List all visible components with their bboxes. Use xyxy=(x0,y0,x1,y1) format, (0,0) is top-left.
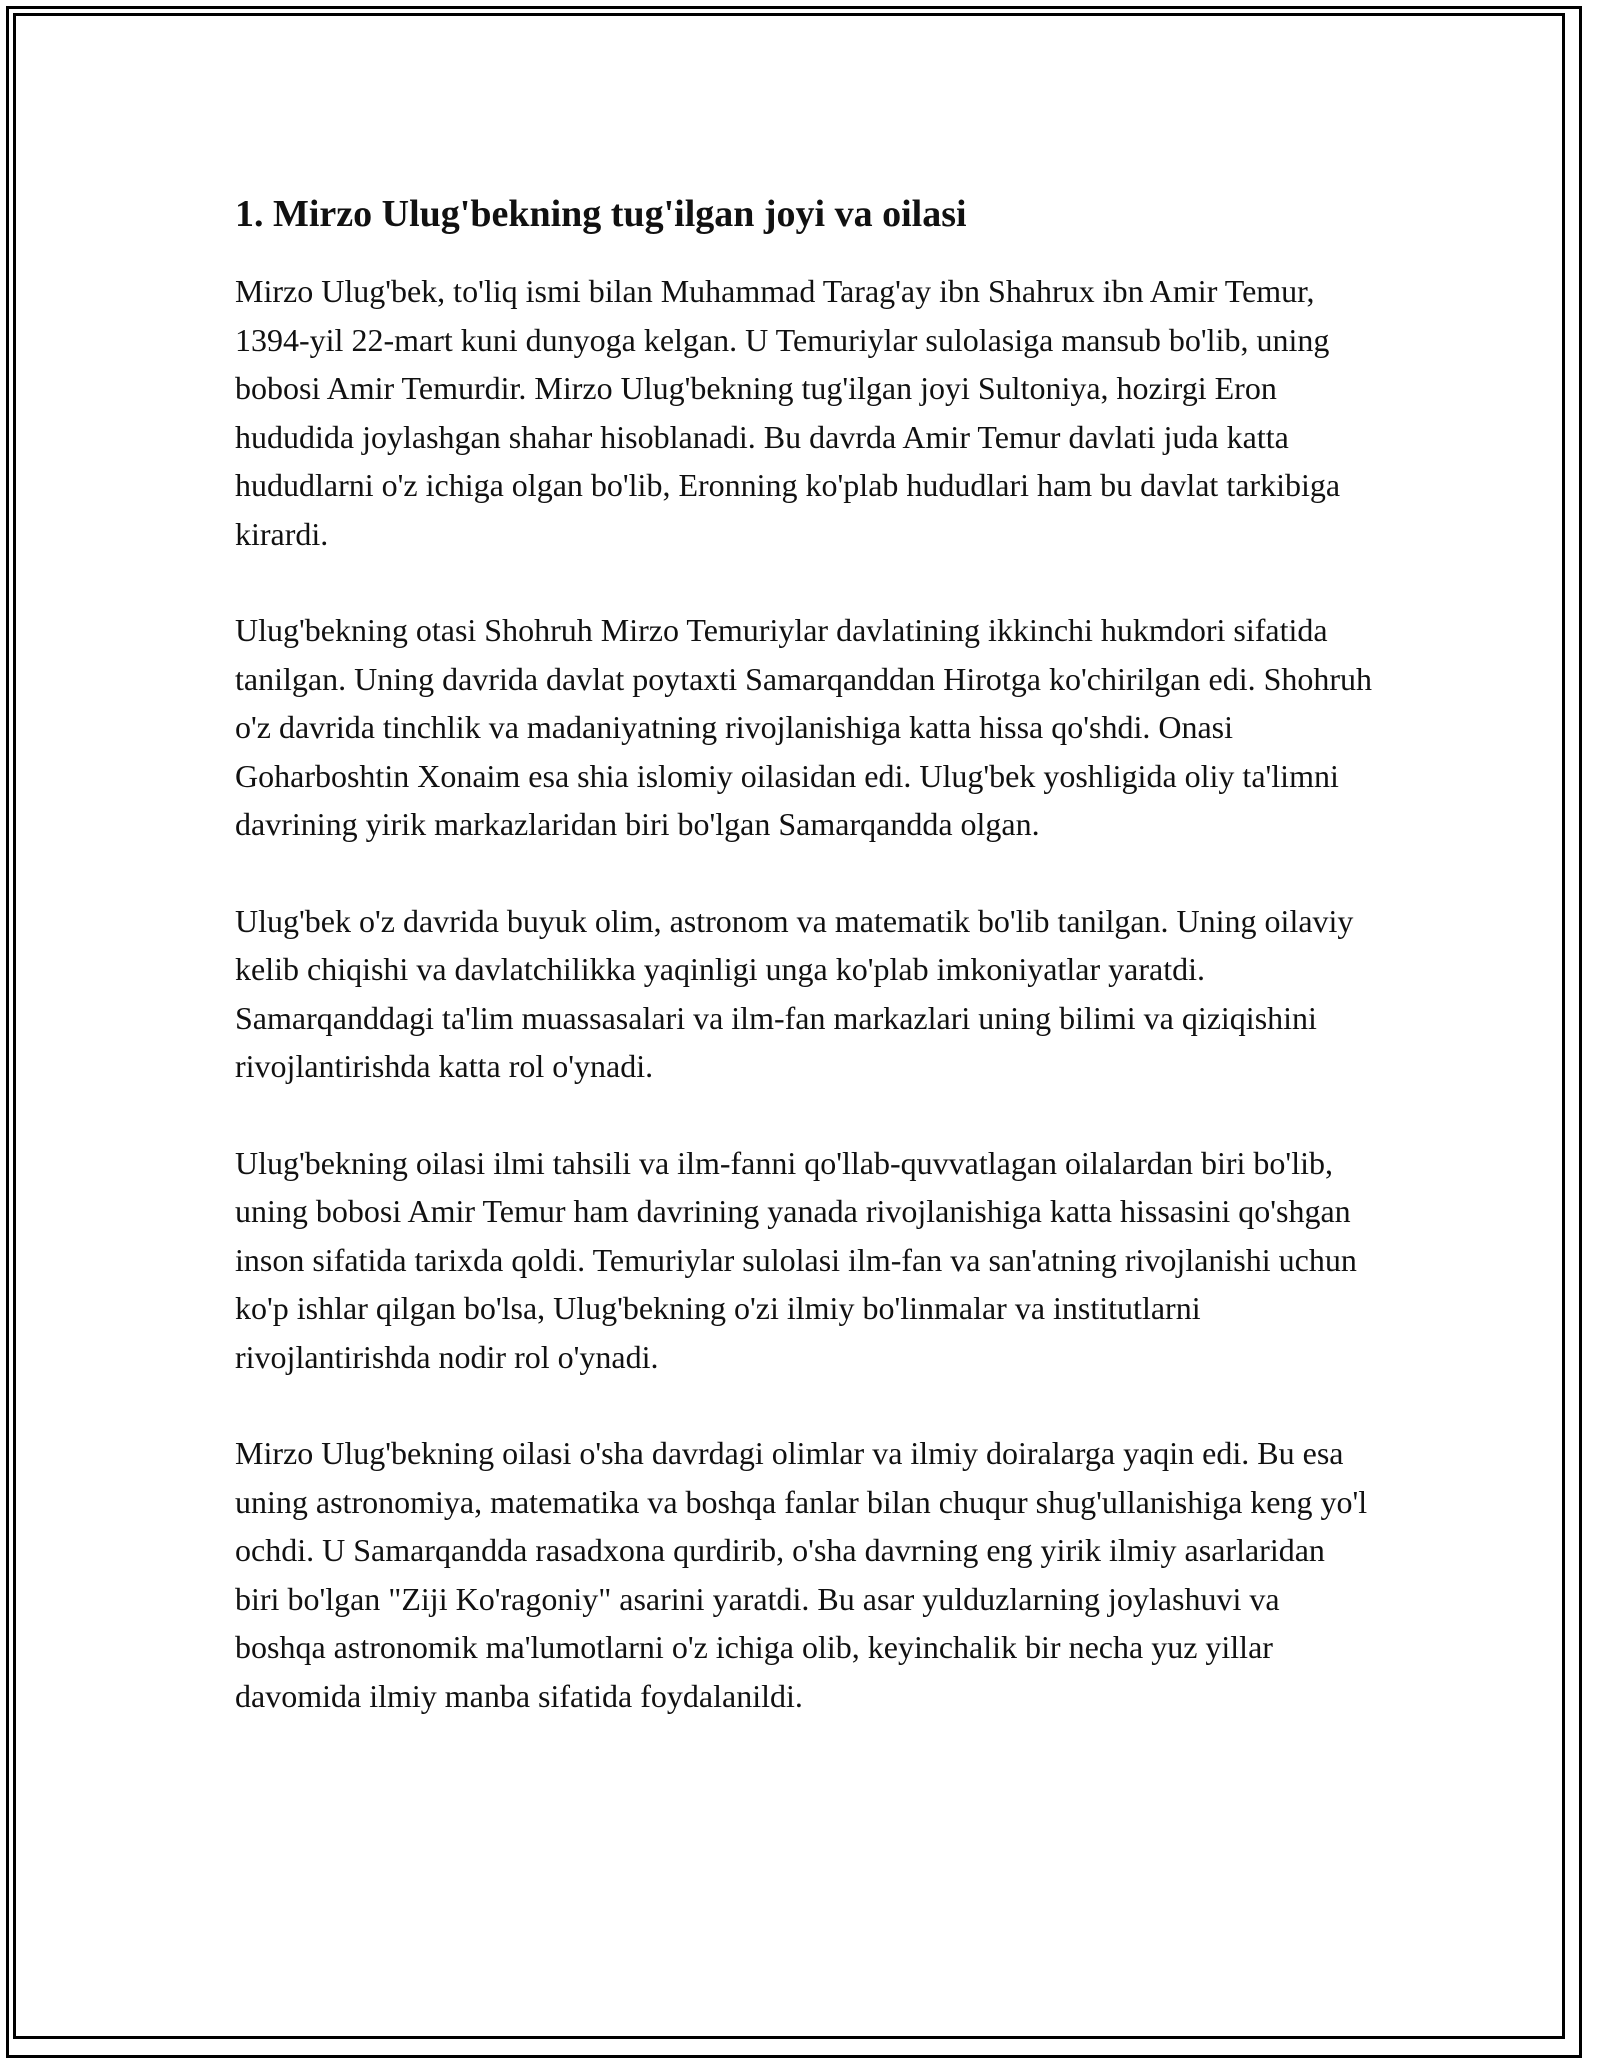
paragraph-3: Ulug'bek o'z davrida buyuk olim, astronom va matematik bo'lib tanilgan. Uning oilaviy kelib chiqishi va davlatchilikka yaqinligi unga ko'plab imkoniyatlar yaratdi. Samarqanddagi ta'lim muassasalari va ilm-fan markazlari uning bilimi va qiziqishini rivojlantirishda katta rol o'ynadi. xyxy=(235,902,1354,1084)
paragraph-4: Ulug'bekning oilasi ilmi tahsili va ilm-fanni qo'llab-quvvatlagan oilalardan biri bo'lib, uning bobosi Amir Temur ham davrining yanada rivojlanishiga katta hissasini qo'shgan inson sifatida tarixda qoldi. Temuriylar sulolasi ilm-fan va san'atning rivojlanishi uchun ko'p ishlar qilgan bo'lsa, Ulug'bekning o'zi ilmiy bo'linmalar va institutlarni rivojlantirishda nodir rol o'ynadi. xyxy=(235,1144,1357,1375)
section-title: 1. Mirzo Ulug'bekning tug'ilgan joyi va oilasi xyxy=(235,193,967,235)
paragraph-2: Ulug'bekning otasi Shohruh Mirzo Temuriylar davlatining ikkinchi hukmdori sifatida tanilgan. Uning davrida davlat poytaxti Samarqanddan Hirotga ko'chirilgan edi. Shohruh o'z davrida tinchlik va madaniyatning rivojlanishiga katta hissa qo'shdi. Onasi Goharboshtin Xonaim esa shia islomiy oilasidan edi. Ulug'bek yoshligida oliy ta'limni davrining yirik markazlaridan biri bo'lgan Samarqandda olgan. xyxy=(235,612,1373,842)
paragraph-1: Mirzo Ulug'bek, to'liq ismi bilan Muhammad Tarag'ay ibn Shahrux ibn Amir Temur, 1394-yil 22-mart kuni dunyoga kelgan. U Temuriylar sulolasiga mansub bo'lib, uning bobosi Amir Temurdir. Mirzo Ulug'bekning tug'ilgan joyi Sultoniya, hozirgi Eron hududida joylashgan shahar hisoblanadi. Bu davrda Amir Temur davlati juda katta hududlarni o'z ichiga olgan bo'lib, Eronning ko'plab hududlari ham bu davlat tarkibiga kirardi. xyxy=(235,273,1341,552)
paragraph-5: Mirzo Ulug'bekning oilasi o'sha davrdagi olimlar va ilmiy doiralarga yaqin edi. Bu esa uning astronomiya, matematika va boshqa fanlar bilan chuqur shug'ullanishiga keng yo'l ochdi. U Samarqandda rasadxona qurdirib, o'sha davrning eng yirik ilmiy asarlaridan biri bo'lgan "Ziji Ko'ragoniy" asarini yaratdi. Bu asar yulduzlarning joylashuvi va boshqa astronomik ma'lumotlarni o'z ichiga olib, keyinchalik bir necha yuz yillar davomida ilmiy manba sifatida foydalanildi. xyxy=(235,1435,1368,1714)
document-body xyxy=(235,185,1375,1768)
